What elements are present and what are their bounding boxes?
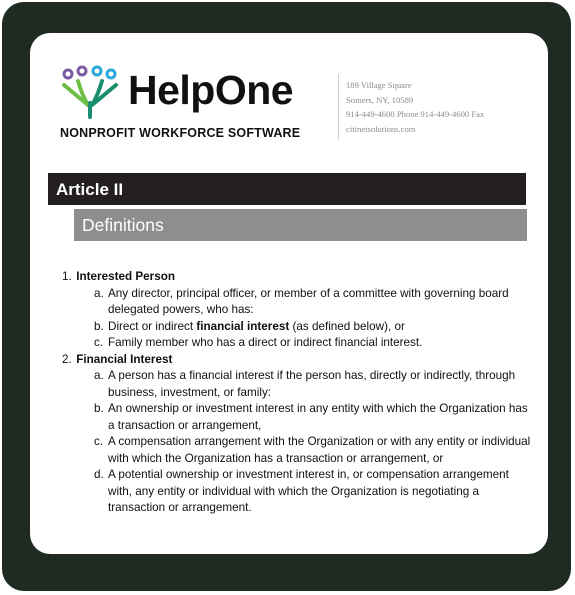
item-letter: b. [94, 319, 104, 333]
brand-name-part1: Help [128, 67, 215, 113]
definition-title: Financial Interest [76, 352, 173, 366]
item-text-pre: Direct or indirect [108, 319, 197, 333]
item-text-bold: financial interest [196, 319, 290, 333]
section-title: Definitions [82, 215, 164, 235]
definition-item [62, 368, 532, 401]
header-divider [338, 74, 339, 140]
definition-section [62, 269, 532, 352]
definition-number: 2. [62, 352, 72, 366]
item-text: An ownership or investment interest in any entity with which the Organization has a transaction or arrangement, [108, 402, 528, 432]
definition-item [62, 335, 532, 352]
item-letter: a. [94, 369, 104, 382]
item-text: A person has a financial interest if the person has, directly or indirectly, through business, investment, or family: [108, 369, 516, 399]
definition-heading [62, 269, 532, 286]
outer-frame [2, 2, 571, 591]
definition-items [62, 368, 532, 517]
definitions-list [62, 269, 532, 517]
definition-items [62, 286, 532, 352]
helpone-logo-icon [60, 65, 120, 119]
definition-heading [62, 352, 532, 369]
contact-website: citinetsolutions.com [346, 123, 416, 134]
definition-item [62, 467, 532, 517]
definition-section [62, 352, 532, 517]
item-letter: a. [94, 286, 104, 300]
contact-address-line1: 189 Village Square [346, 80, 412, 90]
item-text: Any director, principal officer, or member of a committee with governing board delegated powers, who has: [108, 286, 509, 316]
definition-title: Interested Person [76, 270, 175, 283]
contact-address-line2: Somers, NY, 10589 [346, 94, 414, 105]
item-letter: b. [94, 402, 104, 415]
definition-item [62, 401, 532, 434]
document-page [30, 33, 548, 554]
item-text [108, 320, 405, 333]
article-title: Article II [56, 180, 124, 199]
item-text: A compensation arrangement with the Organization or with any entity or individual with which the Organization has a transaction or arrangement, or [108, 435, 531, 465]
item-text: A potential ownership or investment interest in, or compensation arrangement with, any entity or individual with which the Organization is negotiating a transaction or arrangement. [108, 468, 509, 514]
contact-block [346, 78, 484, 136]
brand-tagline: NONPROFIT WORKFORCE SOFTWARE [60, 126, 301, 140]
definition-item [62, 286, 532, 319]
item-letter: d. [94, 468, 104, 481]
brand-name [128, 67, 294, 113]
definition-item [62, 434, 532, 467]
definition-number: 1. [62, 270, 72, 283]
contact-phone-fax: 914-449-4600 Phone 914-449-4600 Fax [346, 109, 485, 119]
item-text-post: (as defined below), or [289, 319, 405, 333]
brand-name-part2: One [214, 67, 294, 113]
definition-item [62, 319, 532, 336]
item-letter: c. [94, 435, 104, 448]
item-letter: c. [94, 336, 104, 349]
item-text: Family member who has a direct or indirect financial interest. [108, 336, 423, 349]
